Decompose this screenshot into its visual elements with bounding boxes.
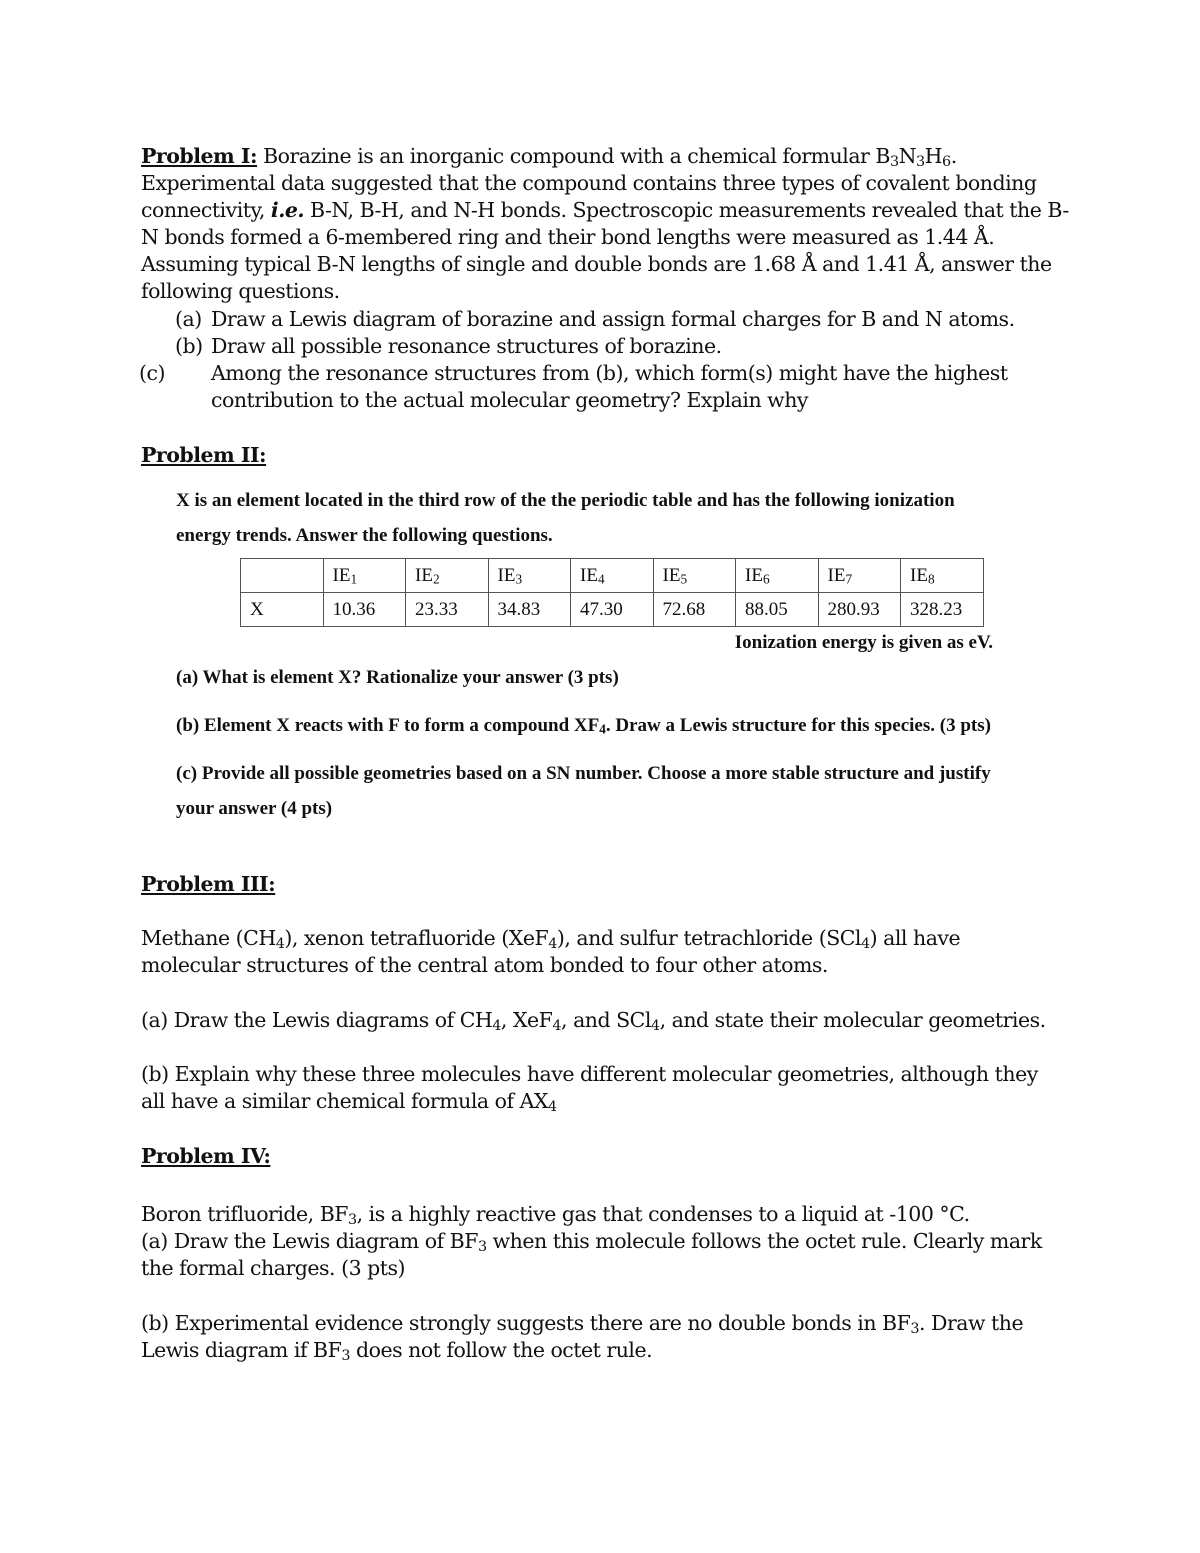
table-cell: 328.23 (901, 593, 984, 627)
problem-3-intro: Methane $(CH_4)$, xenon tetrafluoride (XeF$_4$), and sulfur tetrachloride (SCl$_4$) all have molecular structures of the central atom bonded to four other atoms. (141, 926, 961, 977)
problem-2-heading: Problem II: (141, 443, 267, 467)
table-row (241, 593, 984, 627)
problem-2-question-a: (a) What is element X? Rationalize your answer (3 pts) (176, 667, 619, 688)
problem-3-heading: Problem III: (141, 872, 276, 896)
ionization-energy-table (240, 558, 984, 627)
table-cell: 10.36 (323, 593, 406, 627)
table-header-cell: $IE_2$ (406, 559, 489, 593)
problem-4-question-a: (a) Draw the Lewis diagram of $BF_3$ when this molecule follows the octet rule. Clearly mark the formal charges. (3 pts) (141, 1229, 1042, 1280)
table-header-cell: $IE_5$ (653, 559, 736, 593)
problem-1-item-a: (a) Draw a Lewis diagram of borazine and assign formal charges for B and N atoms. (175, 307, 1015, 331)
problem-2-intro-line-2: energy trends. Answer the following questions. (176, 525, 553, 546)
table-header-cell: $IE_6$ (736, 559, 819, 593)
table-cell: 280.93 (818, 593, 901, 627)
problem-2-heading-line (141, 442, 1071, 469)
problem-3-heading-line (141, 871, 1071, 898)
problem-2-question-c-line-1: (c) Provide all possible geometries based on a SN number. Choose a more stable structure and justify (176, 763, 991, 784)
problem-1-item-c: (c) Among the resonance structures from (b), which form(s) might have the highest contribution to the actual molecular geometry? Explain why (139, 361, 1008, 412)
problem-4-intro: Boron trifluoride, $BF_3$, is a highly reactive gas that condenses to a liquid at -100 °C. (141, 1202, 970, 1228)
table-note: Ionization energy is given as eV. (734, 632, 993, 653)
table-header-cell: $IE_7$ (818, 559, 901, 593)
problem-2-intro-line-1: X is an element located in the third row of the the periodic table and has the following ionization (176, 490, 955, 511)
table-cell: 72.68 (653, 593, 736, 627)
table-header-cell: $IE_3$ (488, 559, 571, 593)
table-cell: 88.05 (736, 593, 819, 627)
table-cell: 47.30 (571, 593, 654, 627)
problem-1-item-b: (b) Draw all possible resonance structures of borazine. (175, 334, 722, 358)
problem-2-question-b: (b) Element X reacts with F to form a compound $XF_4$. Draw a Lewis structure for this species. (3 pts) (176, 715, 991, 737)
table-header-cell: $IE_8$ (901, 559, 984, 593)
table-header-cell: $IE_1$ (323, 559, 406, 593)
problem-3-question-a: (a) Draw the Lewis diagrams of $CH_4$, XeF$_4$, and SCl$_4$, and state their molecular geometries. (141, 1008, 1046, 1034)
problem-4-question-b: (b) Experimental evidence strongly suggests there are no double bonds in $BF_3$. Draw the Lewis diagram if $BF_3$ does not follow the octet rule. (141, 1311, 1024, 1364)
table-header-row (241, 559, 984, 593)
table-cell: 23.33 (406, 593, 489, 627)
problem-1-intro: Problem I: Borazine is an inorganic compound with a chemical formular $B_3N_3H_6$. Experimental data suggested that the compound contains three types of covalent bonding connectivity, i.e. B-N, B-H, and N-H bonds. Spectroscopic measurements revealed that the B-N bonds formed a 6-membered ring and their bond lengths were measured as 1.44 Å. Assuming typical B-N lengths of single and double bonds are 1.68 Å and 1.41 Å, answer the following questions. (141, 144, 1069, 303)
problem-2-question-c-line-2: your answer (4 pts) (176, 798, 333, 819)
problem-1-heading: Problem I: (141, 144, 258, 168)
table-row-label: X (241, 593, 324, 627)
problem-4-heading: Problem IV: (141, 1144, 271, 1168)
problem-4-heading-line (141, 1143, 1071, 1170)
problem-3-question-b: (b) Explain why these three molecules have different molecular geometries, although they all have a similar chemical formula of $AX_4$ (141, 1062, 1038, 1115)
table-header-cell: $IE_4$ (571, 559, 654, 593)
table-corner-cell (241, 559, 324, 593)
table-cell: 34.83 (488, 593, 571, 627)
